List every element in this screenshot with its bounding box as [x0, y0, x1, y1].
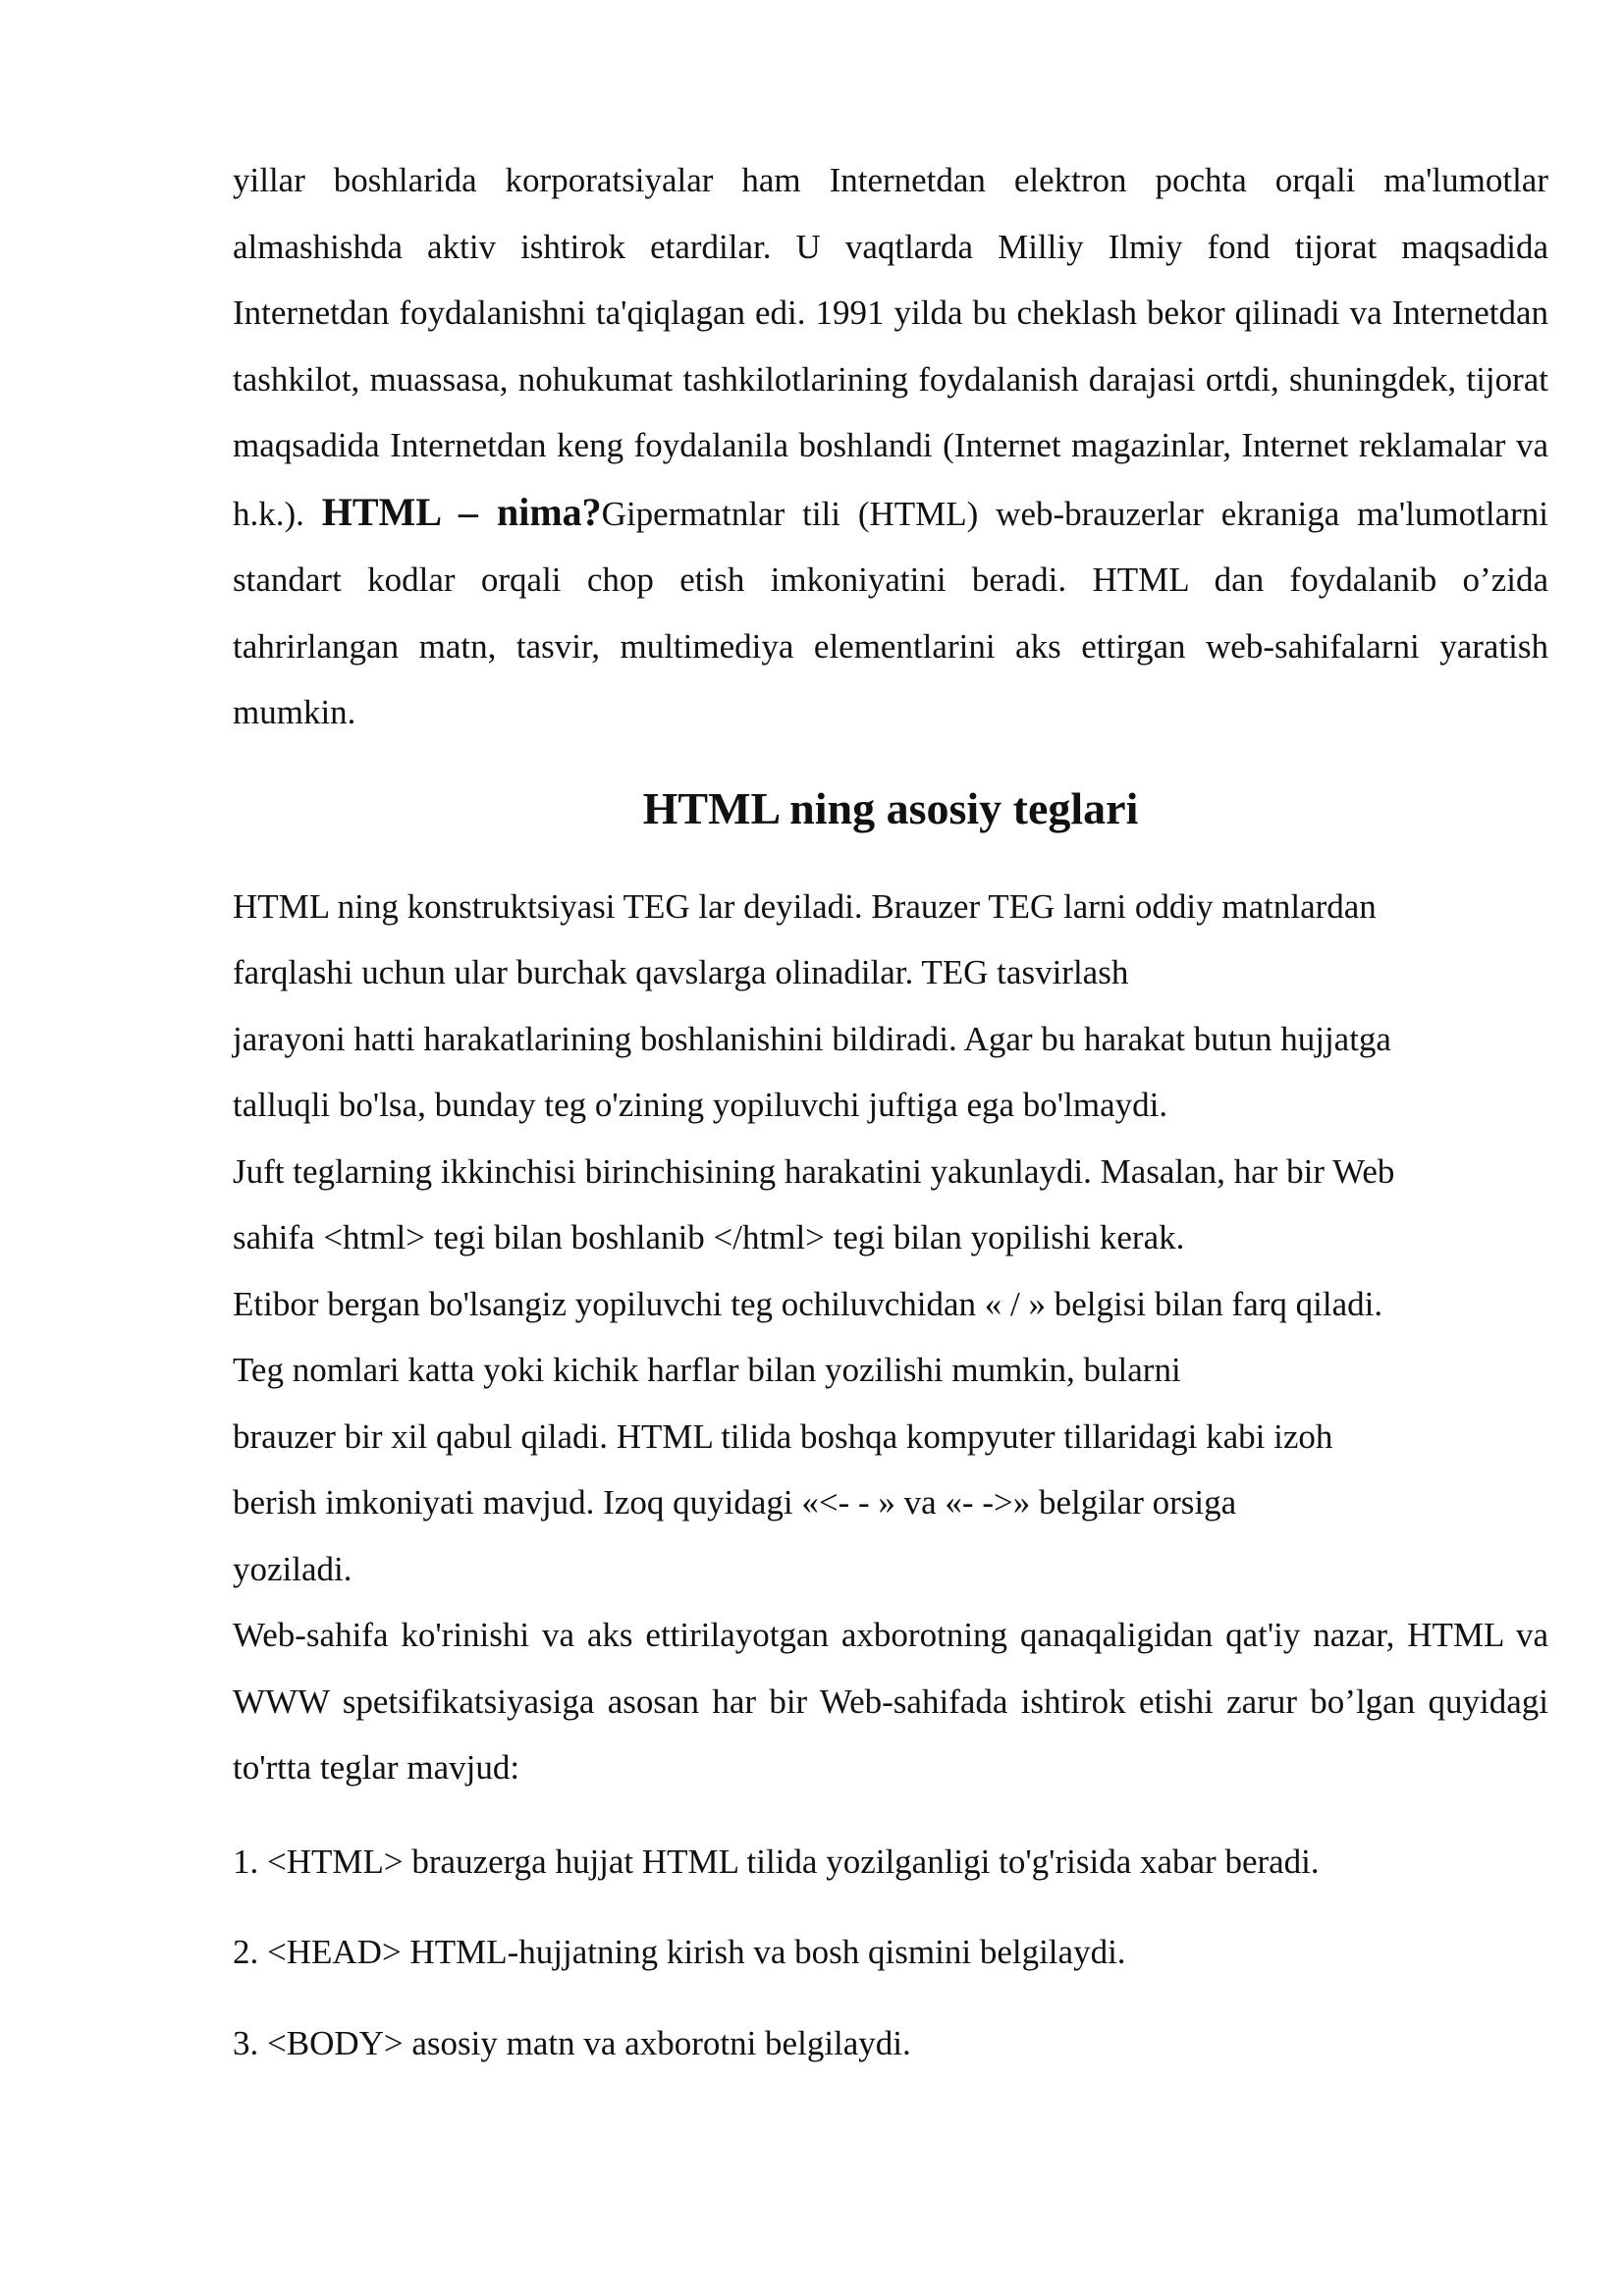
text-line: Etibor bergan bo'lsangiz yopiluvchi teg ochiluvchidan « / » belgisi bilan farq qiladi.	[233, 1284, 1383, 1323]
text-line: farqlashi uchun ular burchak qavslarga olinadilar. TEG tasvirlash	[233, 953, 1129, 991]
text-line: yoziladi.	[233, 1549, 352, 1588]
required-tags-paragraph: Web-sahifa ko'rinishi va aks ettirilayotgan axborotning qanaqaligidan qat'iy nazar, HTML va WWW spetsifikatsiyasiga asosan har bir Web-sahifada ishtirok etishi zarur bo’lgan quyidagi to'rtta teglar mavjud:	[233, 1616, 1548, 1787]
text-line: Juft teglarning ikkinchisi birinchisining harakatini yakunlaydi. Masalan, har bir Web	[233, 1151, 1395, 1191]
text-line: Teg nomlari katta yoki kichik harflar bilan yozilishi mumkin, bularni	[233, 1351, 1181, 1389]
text-line: brauzer bir xil qabul qiladi. HTML tilida boshqa kompyuter tillaridagi kabi izoh	[233, 1416, 1333, 1456]
intro-paragraph	[233, 147, 1548, 746]
text-line: jarayoni hatti harakatlarining boshlanishini bildiradi. Agar bu harakat butun hujjatga	[233, 1019, 1391, 1058]
intro-text-part2: Gipermatnlar tili (HTML) web-brauzerlar ekraniga ma'lumotlarni standart kodlar orqali chop etish imkoniyatini beradi. HTML dan foydalanib o’zida tahrirlangan matn, tasvir, multimediya elementlarini aks ettirgan web-sahifalarni yaratish mumkin.	[233, 494, 1549, 731]
text-line: talluqli bo'lsa, bunday teg o'zining yopiluvchi juftiga ega bo'lmaydi.	[233, 1086, 1168, 1124]
inline-heading: HTML – nima?	[321, 489, 602, 534]
tags-description	[233, 874, 1548, 1603]
list-item: 1. <HTML> brauzerga hujjat HTML tilida yozilganligi to'g'risida xabar beradi.	[233, 1842, 1320, 1881]
text-line: sahifa <html> tegi bilan boshlanib </html> tegi bilan yopilishi kerak.	[233, 1218, 1185, 1256]
list-item: 3. <BODY> asosiy matn va axborotni belgilaydi.	[233, 2023, 911, 2062]
text-line: berish imkoniyati mavjud. Izoq quyidagi «<- - » va «- ->» belgilar orsiga	[233, 1483, 1237, 1522]
document-page	[233, 147, 1548, 2101]
tags-list	[233, 1829, 1548, 2077]
intro-text-part1: yillar boshlarida korporatsiyalar ham Internetdan elektron pochta orqali ma'lumotlar almashishda aktiv ishtirok etardilar. U vaqtlarda Milliy Ilmiy fond tijorat maqsadida Internetdan foydalanishni ta'qiqlagan edi. 1991 yilda bu cheklash bekor qilinadi va Internetdan tashkilot, muassasa, nohukumat tashkilotlarining foydalanish darajasi ortdi, shuningdek, tijorat maqsadida Internetdan keng foydalanila boshlandi (Internet magazinlar, Internet reklamalar va h.k.).	[233, 161, 1548, 533]
list-item: 2. <HEAD> HTML-hujjatning kirish va bosh qismini belgilaydi.	[233, 1933, 1126, 1971]
text-line: HTML ning konstruktsiyasi TEG lar deyiladi. Brauzer TEG larni oddiy matnlardan	[233, 886, 1377, 926]
section-heading: HTML ning asosiy teglari	[642, 782, 1139, 833]
